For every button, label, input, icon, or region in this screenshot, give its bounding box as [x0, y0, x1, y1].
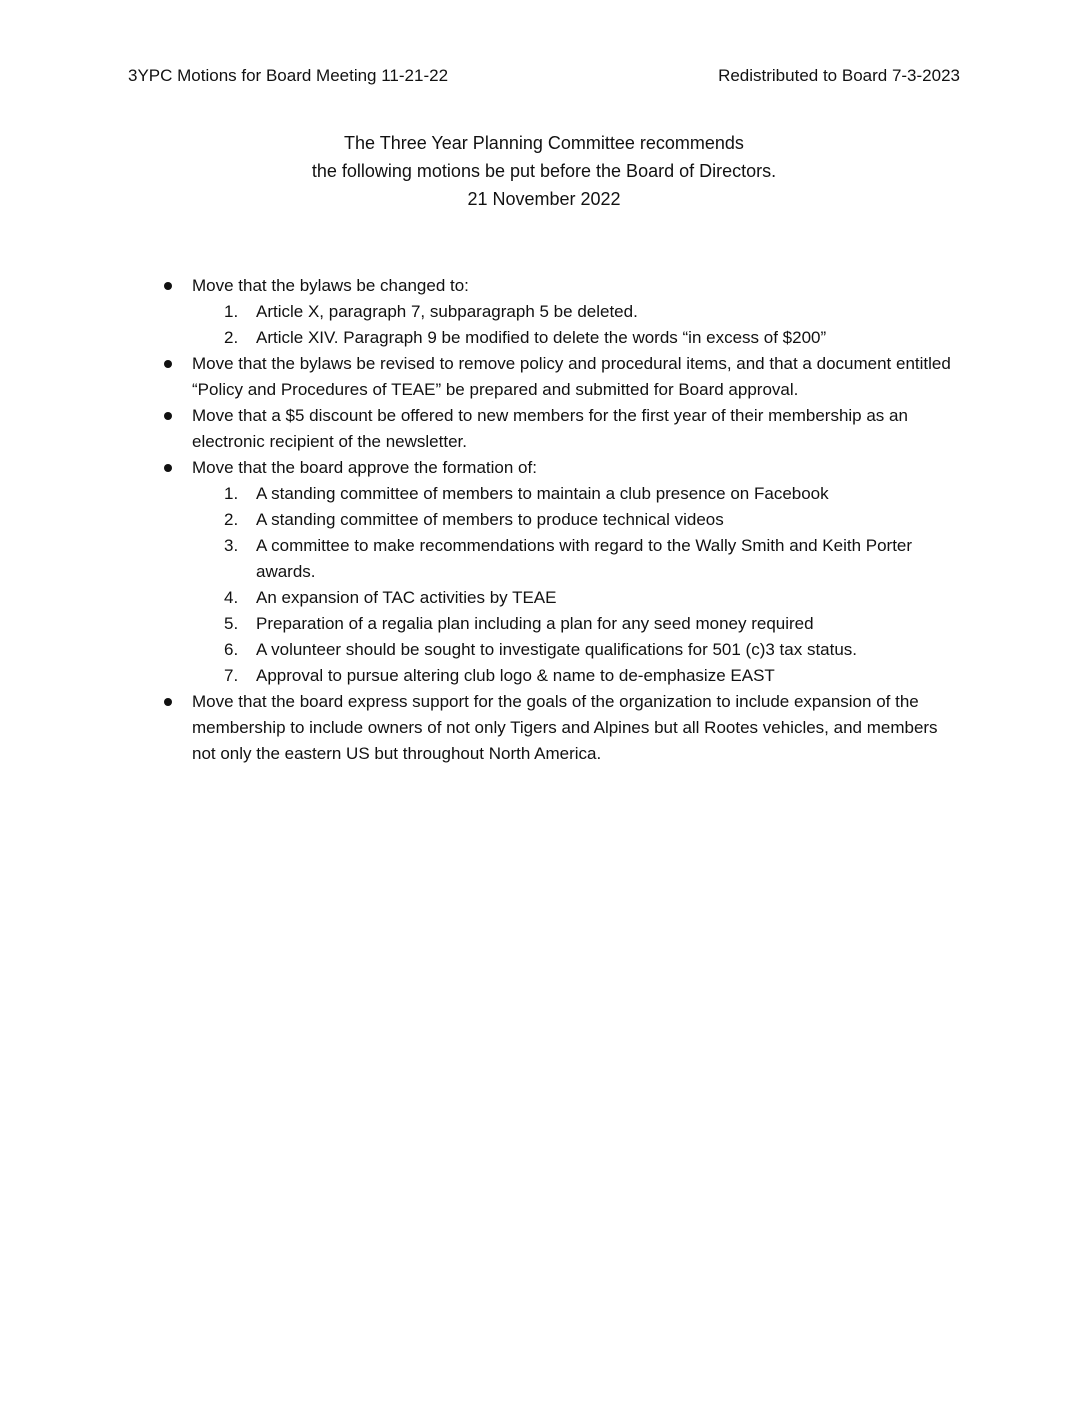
title-line-3: 21 November 2022: [467, 189, 621, 209]
sublist-item: [192, 481, 964, 507]
motion-text: Move that the board approve the formation of:: [192, 458, 537, 477]
sublist-item: [192, 533, 964, 585]
sublist-number: 5.: [224, 614, 239, 633]
sublist-item: [192, 325, 964, 351]
sublist-item: [192, 299, 964, 325]
sublist-item: [192, 663, 964, 689]
sublist-number: 1.: [224, 484, 239, 503]
motion-item: [164, 689, 964, 767]
motion-sublist: [192, 481, 964, 689]
header-right-text: Redistributed to Board 7-3-2023: [718, 66, 960, 85]
sublist-text: Preparation of a regalia plan including a plan for any seed money required: [256, 614, 814, 633]
sublist-text: A standing committee of members to maintain a club presence on Facebook: [256, 484, 829, 503]
sublist-item: [192, 585, 964, 611]
sublist-number: 2.: [224, 510, 239, 529]
sublist-text: A standing committee of members to produce technical videos: [256, 510, 724, 529]
bullet-icon: [164, 464, 172, 472]
bullet-icon: [164, 698, 172, 706]
motion-text: Move that the bylaws be revised to remove policy and procedural items, and that a document entitled “Policy and Procedures of TEAE” be prepared and submitted for Board approval.: [192, 354, 951, 399]
sublist-text: Article X, paragraph 7, subparagraph 5 be deleted.: [256, 302, 638, 321]
document-title: [0, 129, 1088, 213]
sublist-text: Article XIV. Paragraph 9 be modified to delete the words “in excess of $200”: [256, 328, 827, 347]
sublist-number: 2.: [224, 328, 239, 347]
header-left-text: 3YPC Motions for Board Meeting 11-21-22: [128, 66, 449, 85]
sublist-item: [192, 611, 964, 637]
motion-text: Move that the board express support for the goals of the organization to include expansion of the membership to include owners of not only Tigers and Alpines but all Rootes vehicles, and members not only the eastern US but throughout North America.: [192, 692, 938, 763]
motion-sublist: [192, 299, 964, 351]
bullet-icon: [164, 360, 172, 368]
motion-item: [164, 273, 964, 351]
motion-item: [164, 351, 964, 403]
sublist-text: A volunteer should be sought to investigate qualifications for 501 (c)3 tax status.: [256, 640, 858, 659]
bullet-icon: [164, 412, 172, 420]
motion-item: [164, 403, 964, 455]
sublist-number: 7.: [224, 666, 239, 685]
bullet-icon: [164, 282, 172, 290]
sublist-item: [192, 637, 964, 663]
sublist-number: 3.: [224, 536, 239, 555]
motions-list: [164, 273, 964, 767]
sublist-text: Approval to pursue altering club logo & name to de-emphasize EAST: [256, 666, 775, 685]
motion-item: [164, 455, 964, 689]
motion-text: Move that the bylaws be changed to:: [192, 276, 469, 295]
sublist-number: 4.: [224, 588, 239, 607]
sublist-text: An expansion of TAC activities by TEAE: [256, 588, 557, 607]
title-line-2: the following motions be put before the Board of Directors.: [311, 161, 777, 181]
sublist-item: [192, 507, 964, 533]
motion-text: Move that a $5 discount be offered to new members for the first year of their membership as an electronic recipient of the newsletter.: [192, 406, 908, 451]
sublist-text: A committee to make recommendations with regard to the Wally Smith and Keith Porter awards.: [256, 536, 913, 581]
sublist-number: 1.: [224, 302, 239, 321]
sublist-number: 6.: [224, 640, 239, 659]
title-line-1: The Three Year Planning Committee recommends: [344, 133, 744, 153]
